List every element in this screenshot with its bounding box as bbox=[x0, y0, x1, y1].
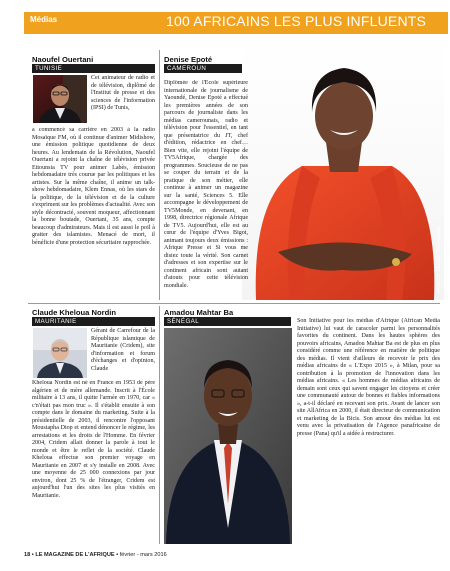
page-number: 18 bbox=[24, 552, 31, 558]
profile-name: Denise Epoté bbox=[164, 55, 213, 64]
country-tag: MAURITANIE bbox=[32, 317, 155, 326]
profile-text-side: Cet animateur de radio et de télévision, diplômé de l'Institut de presse et des sciences de l'information (IPSI) de Tunis, bbox=[91, 75, 155, 111]
page-title: 100 AFRICAINS LES PLUS INFLUENTS bbox=[166, 13, 427, 29]
profile-text: a commencé sa carrière en 2003 à la radio Mosaïque FM, où il continue d'animer Midishow, une émission politique quotidienne de deux heures. Au lendemain de la Révolution, Naoufel Ouertani a rejoint la chaîne de télévision privée Ettounsia TV pour animer Labès, émission hebdomadaire très courue par les politiques et les artistes. Sur la même chaîne, il anime un talk-show hebdomadaire, Klem Ennas, où les stars de la politique, de la télévision et de la culture s'expriment sur les problèmes d'actualité. Avec son style décontracté, souvent moqueur, affectionnant la bonne boutade, Ouertani, 35 ans, compte beaucoup d'admirateurs. Mais il est aussi le poil à gratter des islamistes. Menacé de mort, il bénéficie d'une protection sécuritaire rapprochée. bbox=[32, 127, 155, 246]
profile-text-side: Gérant de Carrefour de la République islamique de Mauritanie (Cridem), site d'information et forum d'échanges et d'opinion, Claude bbox=[91, 328, 155, 372]
profile-text: Son Initiative pour les médias d'Afrique (African Media Initiative) lui vaut de caracoler parmi les personnalités favorites du continent. Dans les hautes sphères des pouvoirs africains, Amadou Mahtar Ba est de plus en plus considéré comme une référence en matière de politique des médias. Il vient d'ailleurs de recevoir le prix des médias africains de « L'Expo 2015 », à Milan, pour sa contribution à la promotion de l'innovation dans les médias africains. « Les hommes de médias africains de demain sont ceux qui savent engager les citoyens et créer une communauté autour de bonnes et fiables informations », a-t-il déclaré en recevant son prix. Avant de lancer son site AllAfrica en 2000, il était directeur de communication et marketing de la Bicis. Son amour des médias lui est venu avec la privatisation de l'Agence panafricaine de presse (Pana) qu'il a aidée à restructurer. bbox=[297, 318, 440, 437]
country-tag: CAMEROUN bbox=[164, 64, 246, 73]
magazine-name: LE MAGAZINE DE L'AFRIQUE bbox=[35, 552, 115, 558]
photo-credit: Photo : D. Ekwalla / TV5MONDE bbox=[436, 226, 441, 293]
portrait-photo-amadou bbox=[164, 328, 292, 544]
profile-text: Kheloua Nordin est né en France en 1953 de père algérien et de mère allemande. Inscrit à l'École militaire à 13 ans, il quitte l'armée en 1970, car « c'n'était pas mon truc ». Il s'établit ensuite à son compte dans le domaine du marketing. Suite à la présidentielle de 2003, il rencontre l'opposant Moustapha Diop et entend dénoncer le régime, les arrestations et les droits de l'Homme. En février 2004, Cridem allait donner la parole à tout le monde et être le reflet de la société. Claude Kheloua effectue son premier voyage en Mauritanie en 2007 et s'y installe en 2008. Avec une moyenne de 25 000 connexions par jour environ, dont 25 % de l'étranger, Cridem est aujourd'hui l'un des sites les plus visités en Mauritanie. bbox=[32, 380, 155, 499]
portrait-photo-claude bbox=[33, 328, 87, 378]
column-divider bbox=[159, 306, 160, 544]
profile-name: Claude Kheloua Nordin bbox=[32, 308, 116, 317]
portrait-photo-denise bbox=[242, 42, 444, 300]
column-divider bbox=[159, 50, 160, 300]
country-tag: TUNISIE bbox=[32, 64, 155, 73]
row-divider bbox=[28, 303, 440, 304]
country-tag: SÉNÉGAL bbox=[164, 317, 291, 326]
profile-name: Naoufel Ouertani bbox=[32, 55, 94, 64]
section-rubric: Médias bbox=[30, 15, 58, 24]
page-footer: 18 • LE MAGAZINE DE L'AFRIQUE • février - mars 2016 bbox=[24, 552, 167, 558]
profile-name: Amadou Mahtar Ba bbox=[164, 308, 234, 317]
portrait-photo bbox=[242, 42, 444, 300]
portrait-photo bbox=[33, 328, 87, 378]
issue-date: février - mars 2016 bbox=[119, 552, 167, 558]
portrait-photo-naoufel bbox=[33, 75, 87, 123]
profile-text: Diplômée de l'École supérieure internationale de journalisme de Yaoundé, Denise Epoté a effectué les premières années de son parcours de journaliste dans les médias camerounais, radio et télévision pour l'essentiel, en tant que présentatrice du JT, chef d'édition, rédactrice en chef… Bien vite, elle rejoint l'équipe de TV5Afrique, chargée des programmes. Soucieuse de ne pas se couper du terrain et de la pratique de son métier, elle continue à animer un magazine sur la santé, Sciences 5. Elle accompagne le développement de TV5Monde, en devenant, en 1998, directrice régionale Afrique de TV5. Aujourd'hui, elle est au cœur de l'équipe d'Yves Bigot, animant toujours deux émissions : Afrique Presse et Si vous me disiez toute la vérité. Son carnet d'adresses et son expertise sur le continent africain sont autant d'atouts pour cette télévision mondiale. bbox=[164, 80, 248, 289]
portrait-photo bbox=[33, 75, 87, 123]
portrait-photo bbox=[164, 328, 292, 544]
